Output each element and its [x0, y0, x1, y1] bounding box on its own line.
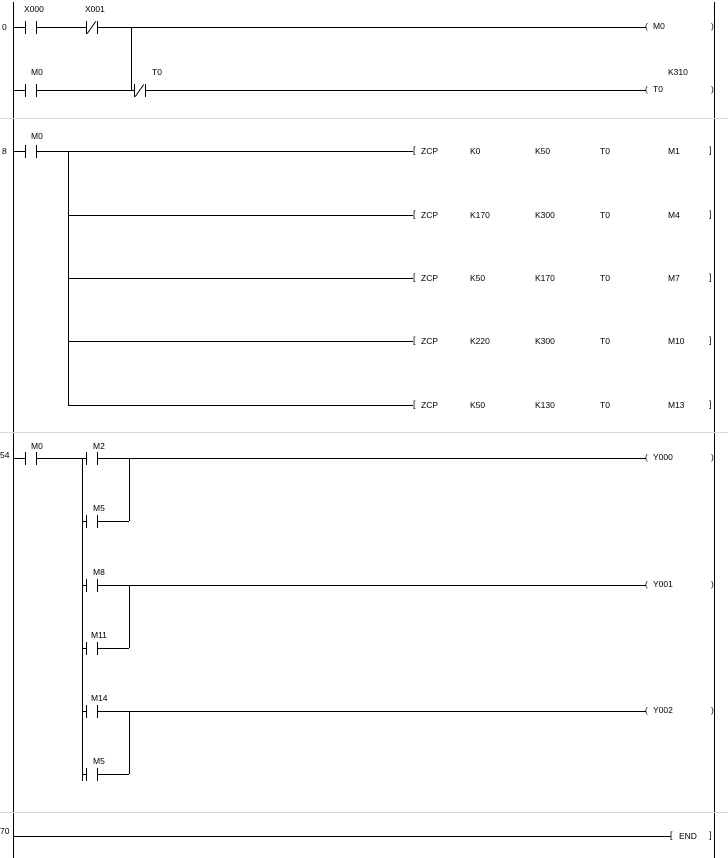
instruction-mnemonic-4[interactable]: ZCP [421, 336, 438, 346]
contact-label-m5-b: M5 [93, 756, 105, 766]
wire-y001-branch-join [129, 585, 130, 648]
coil-close-paren: ) [711, 705, 714, 715]
wire-y000-branch [101, 521, 129, 522]
wire-r2-branch-2 [68, 215, 413, 216]
coil-open-paren: ( [645, 21, 648, 31]
wire-r3-main-bus [82, 458, 83, 781]
instruction-operand-4-1[interactable]: K220 [470, 336, 490, 346]
contact-label-m8: M8 [93, 567, 105, 577]
instruction-close-bracket-2: ] [709, 209, 712, 219]
coil-label-y000: Y000 [653, 452, 673, 462]
instruction-operand-2-3[interactable]: T0 [600, 210, 610, 220]
rung-separator-3 [0, 812, 728, 813]
coil-close-paren: ) [711, 579, 714, 589]
instruction-operand-3-4[interactable]: M7 [668, 273, 680, 283]
coil-label-y001: Y001 [653, 579, 673, 589]
wire-r0-b [40, 27, 84, 28]
instruction-open-bracket-4: [ [413, 335, 416, 345]
instruction-operand-3-3[interactable]: T0 [600, 273, 610, 283]
contact-no-m0-r1[interactable] [22, 84, 40, 97]
rung-number-54: 54 [0, 450, 10, 460]
contact-nc-t0-r1[interactable] [131, 84, 149, 97]
rung-separator-2 [0, 432, 728, 433]
contact-no-m14[interactable] [83, 705, 101, 718]
instruction-open-bracket-2: [ [413, 209, 416, 219]
instruction-operand-4-4[interactable]: M10 [668, 336, 685, 346]
wire-y001-top [101, 585, 646, 586]
coil-open-paren: ( [645, 705, 648, 715]
instruction-close-bracket-4: ] [709, 335, 712, 345]
wire-end [13, 836, 671, 837]
instruction-close-bracket-5: ] [709, 399, 712, 409]
instruction-operand-2-2[interactable]: K300 [535, 210, 555, 220]
contact-no-m5-b[interactable] [83, 768, 101, 781]
wire-y000-branch-join [129, 458, 130, 521]
wire-y000-top [101, 458, 646, 459]
contact-label-x001: X001 [85, 4, 105, 14]
wire-r1-c [149, 90, 646, 91]
instruction-mnemonic-2[interactable]: ZCP [421, 210, 438, 220]
rung-separator-1 [0, 118, 728, 119]
wire-r3-a [13, 458, 23, 459]
coil-open-paren: ( [645, 84, 648, 94]
instruction-operand-1-2[interactable]: K50 [535, 146, 551, 156]
instruction-close-bracket-3: ] [709, 272, 712, 282]
contact-no-m8[interactable] [83, 579, 101, 592]
wire-y002-branch [101, 774, 129, 775]
contact-no-m2[interactable] [83, 452, 101, 465]
wire-r1-b [40, 90, 132, 91]
contact-label-m5-a: M5 [93, 503, 105, 513]
wire-r2-branch-5 [68, 405, 413, 406]
instruction-operand-1-4[interactable]: M1 [668, 146, 680, 156]
wire-y002-branch-join [129, 711, 130, 774]
contact-no-m11[interactable] [83, 642, 101, 655]
wire-r0-c [101, 27, 646, 28]
contact-label-x000: X000 [24, 4, 44, 14]
timer-preset-k310: K310 [668, 67, 688, 77]
instruction-open-bracket-5: [ [413, 399, 416, 409]
wire-r2-branch-4 [68, 341, 413, 342]
coil-close-paren: ) [711, 84, 714, 94]
instruction-operand-3-2[interactable]: K170 [535, 273, 555, 283]
instruction-operand-2-4[interactable]: M4 [668, 210, 680, 220]
wire-r1-vertical-link [131, 27, 132, 90]
instruction-operand-5-4[interactable]: M13 [668, 400, 685, 410]
contact-no-x000[interactable] [22, 21, 40, 34]
instruction-operand-4-3[interactable]: T0 [600, 336, 610, 346]
instruction-mnemonic-5[interactable]: ZCP [421, 400, 438, 410]
contact-label-m14: M14 [91, 693, 108, 703]
contact-label-m0-r2: M0 [31, 131, 43, 141]
coil-label-t0: T0 [653, 84, 663, 94]
contact-no-m0-r2[interactable] [22, 145, 40, 158]
rung-number-70: 70 [0, 826, 10, 836]
coil-label-m0: M0 [653, 21, 665, 31]
contact-nc-x001[interactable] [83, 21, 101, 34]
coil-label-y002: Y002 [653, 705, 673, 715]
rung-number-0: 0 [2, 22, 7, 32]
contact-label-m11: M11 [91, 630, 107, 640]
left-power-rail [13, 2, 14, 858]
contact-label-m0-r3: M0 [31, 441, 43, 451]
wire-y001-branch [101, 648, 129, 649]
wire-r3-b [40, 458, 82, 459]
instruction-operand-1-3[interactable]: T0 [600, 146, 610, 156]
right-power-rail [714, 2, 715, 858]
instruction-open-bracket-3: [ [413, 272, 416, 282]
wire-y002-top [101, 711, 646, 712]
contact-label-m2: M2 [93, 441, 105, 451]
instruction-operand-5-2[interactable]: K130 [535, 400, 555, 410]
contact-label-m0-r1: M0 [31, 67, 43, 77]
instruction-operand-2-1[interactable]: K170 [470, 210, 490, 220]
instruction-operand-4-2[interactable]: K300 [535, 336, 555, 346]
rung-number-8: 8 [2, 146, 7, 156]
instruction-open-bracket-end: [ [670, 830, 673, 840]
wire-r2-b [40, 151, 413, 152]
instruction-mnemonic-3[interactable]: ZCP [421, 273, 438, 283]
instruction-operand-3-1[interactable]: K50 [470, 273, 486, 283]
instruction-operand-1-1[interactable]: K0 [470, 146, 481, 156]
contact-no-m0-r3[interactable] [22, 452, 40, 465]
instruction-mnemonic-1[interactable]: ZCP [421, 146, 438, 156]
instruction-open-bracket-1: [ [413, 145, 416, 155]
instruction-mnemonic-end[interactable]: END [679, 831, 697, 841]
coil-open-paren: ( [645, 579, 648, 589]
coil-open-paren: ( [645, 452, 648, 462]
coil-close-paren: ) [711, 452, 714, 462]
contact-no-m5-a[interactable] [83, 515, 101, 528]
instruction-operand-5-3[interactable]: T0 [600, 400, 610, 410]
instruction-close-bracket-1: ] [709, 145, 712, 155]
contact-label-t0-r1: T0 [152, 67, 162, 77]
wire-r2-branch-3 [68, 278, 413, 279]
coil-close-paren: ) [711, 21, 714, 31]
wire-r1-a [13, 90, 23, 91]
instruction-operand-5-1[interactable]: K50 [470, 400, 486, 410]
instruction-close-bracket-end: ] [709, 830, 712, 840]
wire-r2-a [13, 151, 23, 152]
wire-r0-a [13, 27, 23, 28]
